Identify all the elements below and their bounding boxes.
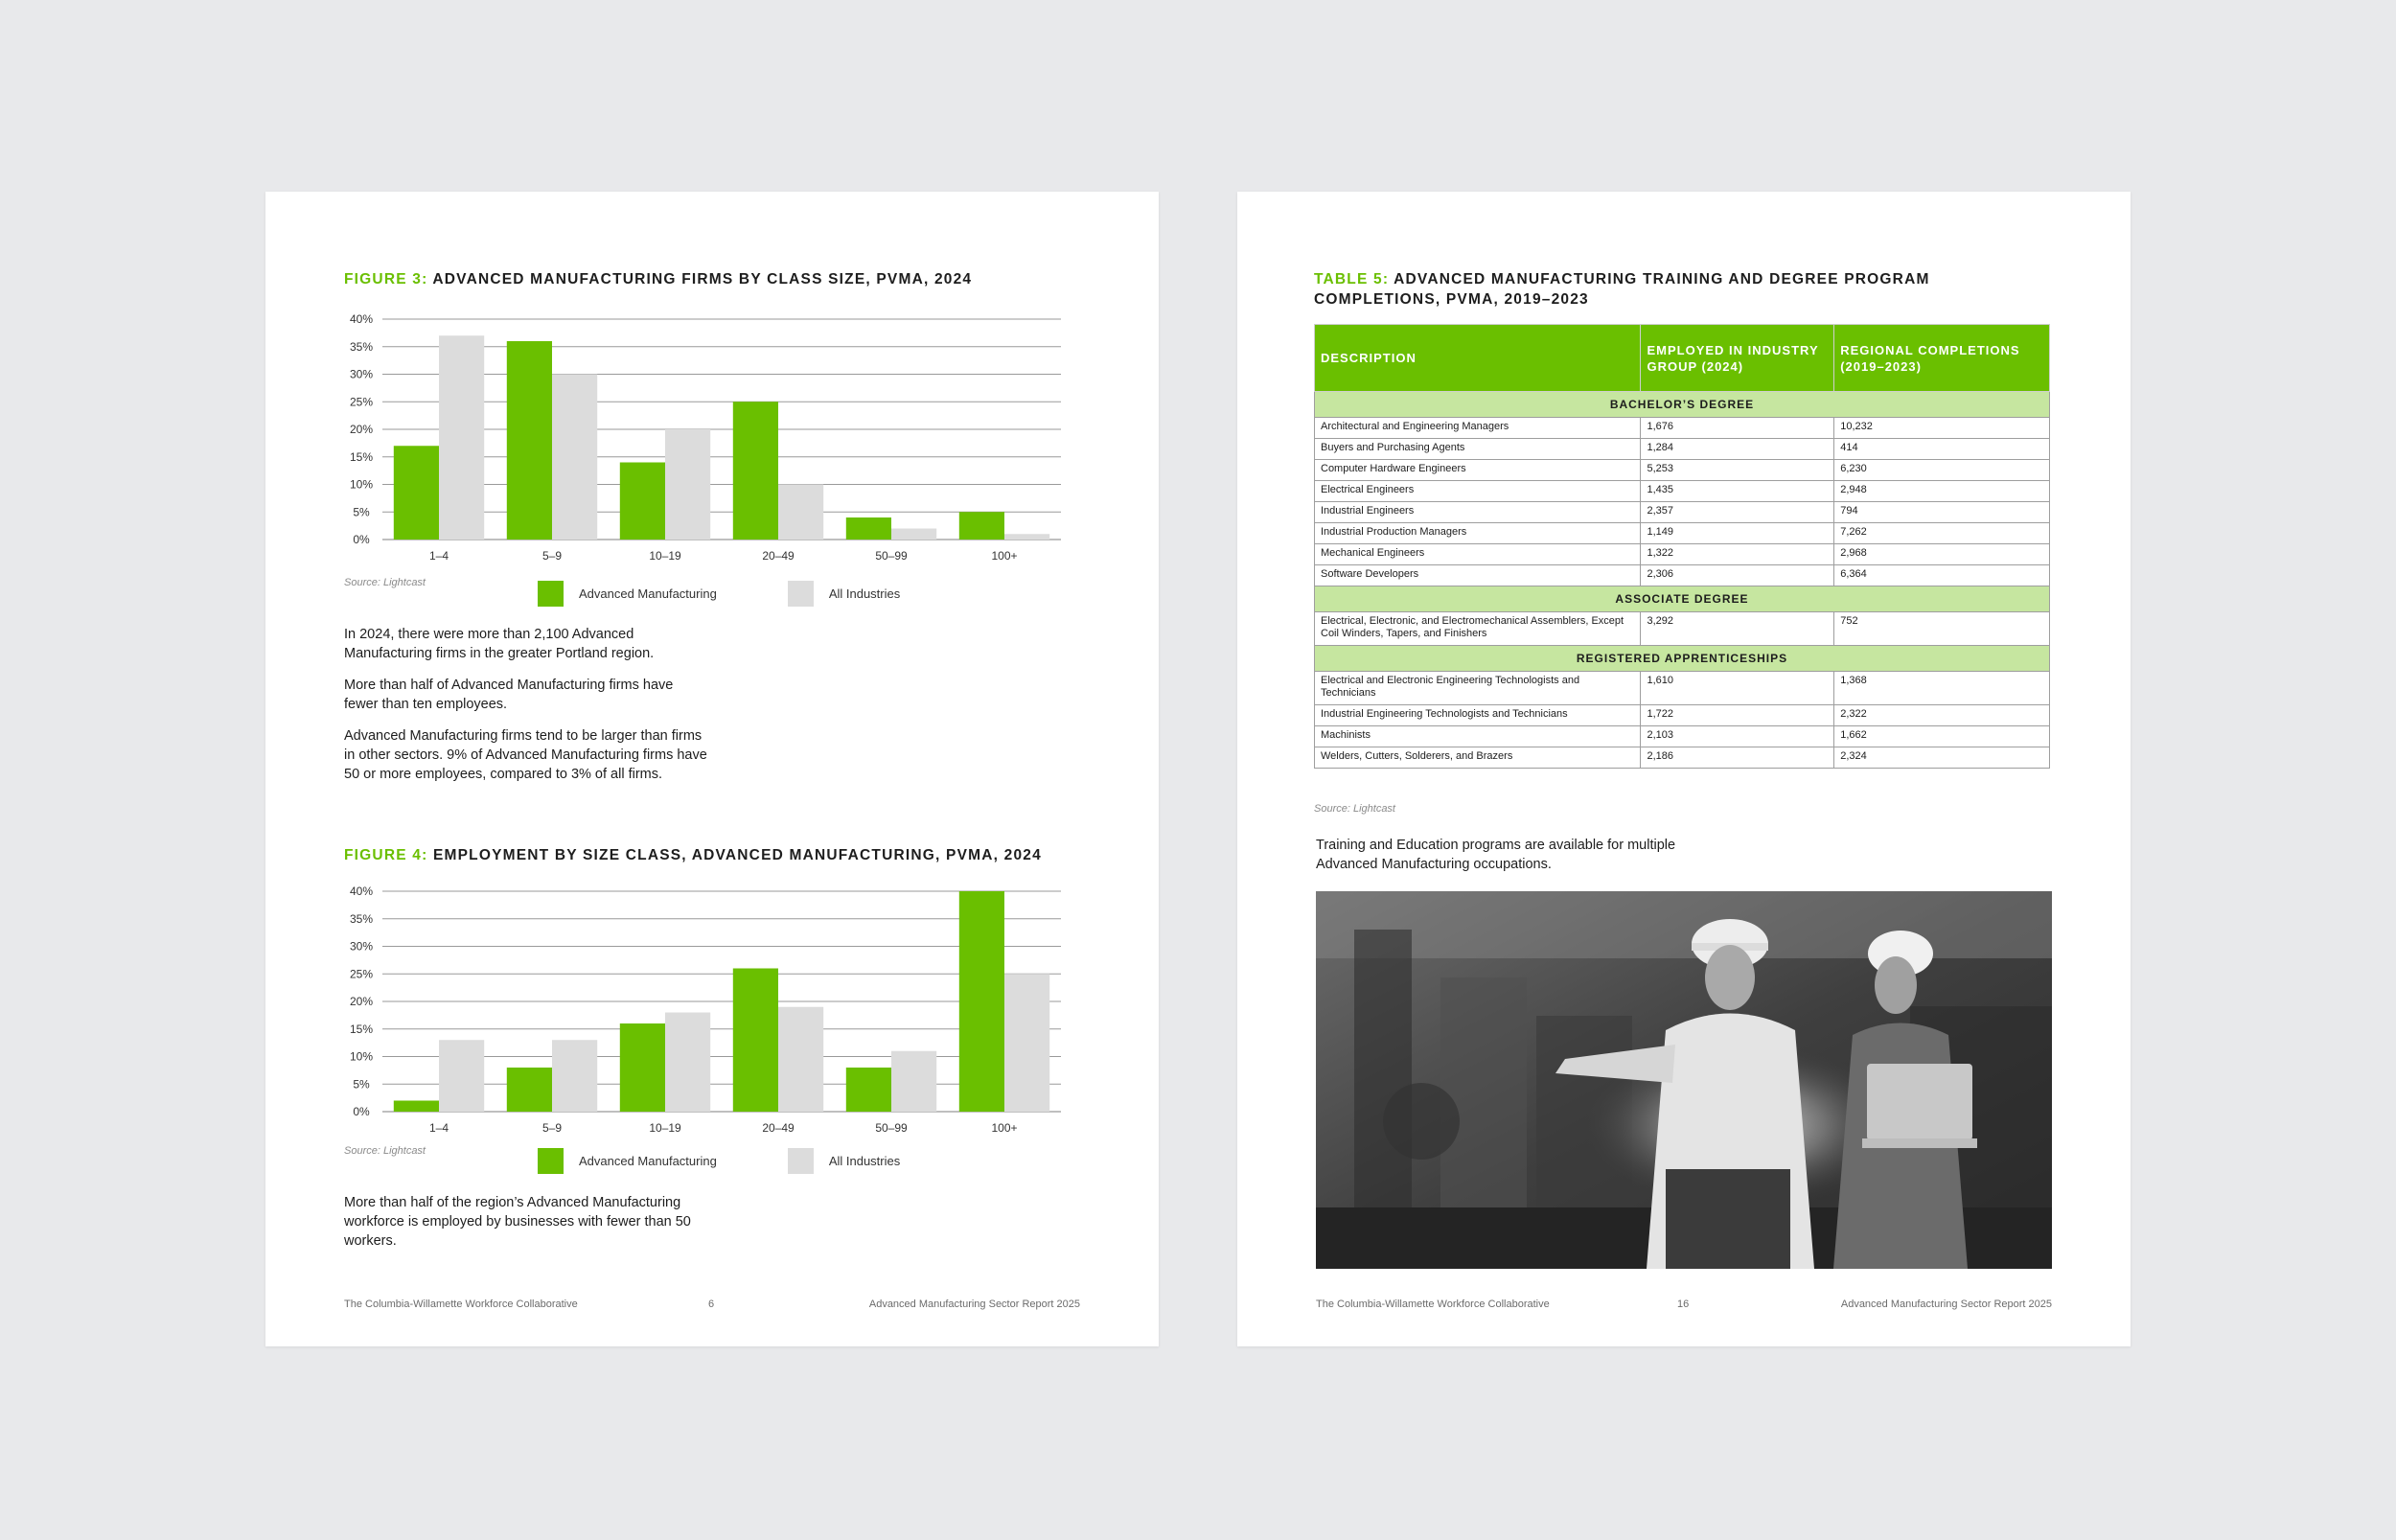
bar-advanced-manufacturing xyxy=(733,402,778,540)
legend-swatch-gray xyxy=(788,1148,814,1174)
y-tick-label: 35% xyxy=(349,911,374,926)
x-tick-label: 100+ xyxy=(991,549,1018,563)
table5-label: TABLE 5: xyxy=(1314,271,1390,287)
table5-title-line1: ADVANCED MANUFACTURING TRAINING AND DEGREE PROGRAM xyxy=(1394,271,1930,287)
y-tick-label: 30% xyxy=(349,367,374,381)
y-tick-label: 25% xyxy=(349,395,374,409)
table-row xyxy=(1315,705,2050,726)
cell-completions: 1,368 xyxy=(1834,672,2050,705)
cell-completions: 2,324 xyxy=(1834,747,2050,769)
cell-description: Architectural and Engineering Managers xyxy=(1315,418,1641,439)
column-header-employed: EMPLOYED IN INDUSTRY GROUP (2024) xyxy=(1641,325,1834,392)
figure3-legend xyxy=(538,581,971,607)
y-tick-label: 25% xyxy=(349,967,374,981)
x-tick-label: 50–99 xyxy=(875,1121,908,1135)
legend-label: Advanced Manufacturing xyxy=(579,1154,717,1168)
bar-advanced-manufacturing xyxy=(733,969,778,1113)
y-tick-label: 5% xyxy=(353,505,370,519)
figure4-title xyxy=(344,845,1042,865)
y-tick-label: 15% xyxy=(349,1022,374,1036)
y-tick-label: 35% xyxy=(349,339,374,354)
bar-advanced-manufacturing xyxy=(507,1068,552,1112)
x-tick-label: 1–4 xyxy=(428,549,449,563)
bar-advanced-manufacturing xyxy=(394,446,439,540)
y-tick-label: 30% xyxy=(349,939,374,954)
cell-completions: 2,948 xyxy=(1834,481,2050,502)
bar-advanced-manufacturing xyxy=(959,512,1004,540)
footer-report-title: Advanced Manufacturing Sector Report 2025 xyxy=(1840,1299,2052,1310)
x-tick-label: 20–49 xyxy=(762,549,795,563)
cell-employed: 1,610 xyxy=(1641,672,1834,705)
legend-label: Advanced Manufacturing xyxy=(579,586,717,601)
report-page-right xyxy=(1237,192,2131,1346)
table-row xyxy=(1315,502,2050,523)
table-header-row xyxy=(1315,325,2050,392)
section-registered-apprenticeships: REGISTERED APPRENTICESHIPS xyxy=(1315,646,2050,672)
bar-all-industries xyxy=(552,1040,597,1112)
section-row xyxy=(1315,646,2050,672)
cell-completions: 6,230 xyxy=(1834,460,2050,481)
bar-all-industries xyxy=(891,529,936,540)
y-tick-label: 40% xyxy=(349,885,374,898)
section-bachelors-degree: BACHELOR’S DEGREE xyxy=(1315,392,2050,418)
x-tick-label: 10–19 xyxy=(649,1121,681,1135)
cell-description: Software Developers xyxy=(1315,565,1641,586)
table-row xyxy=(1315,747,2050,769)
cell-description: Mechanical Engineers xyxy=(1315,544,1641,565)
figure3-bar-chart xyxy=(333,305,1061,611)
table-row xyxy=(1315,726,2050,747)
x-tick-label: 20–49 xyxy=(762,1121,795,1135)
cell-completions: 1,662 xyxy=(1834,726,2050,747)
cell-description: Electrical Engineers xyxy=(1315,481,1641,502)
footer-org: The Columbia-Willamette Workforce Collaborative xyxy=(1316,1299,1550,1310)
cell-employed: 5,253 xyxy=(1641,460,1834,481)
table-row xyxy=(1315,439,2050,460)
cell-completions: 6,364 xyxy=(1834,565,2050,586)
y-tick-label: 20% xyxy=(349,995,374,1008)
column-header-completions: REGIONAL COMPLETIONS (2019–2023) xyxy=(1834,325,2050,392)
footer-report-title: Advanced Manufacturing Sector Report 2025 xyxy=(868,1299,1080,1310)
y-tick-label: 10% xyxy=(349,477,374,492)
table-row xyxy=(1315,460,2050,481)
table-row xyxy=(1315,418,2050,439)
paragraph-small-firms: More than half of Advanced Manufacturing firms have fewer than ten employees. xyxy=(344,678,674,712)
x-tick-label: 5–9 xyxy=(541,1121,563,1135)
cell-completions: 752 xyxy=(1834,612,2050,646)
bar-all-industries xyxy=(778,485,823,540)
cell-description: Computer Hardware Engineers xyxy=(1315,460,1641,481)
legend-item-advanced-manufacturing xyxy=(538,581,717,607)
cell-completions: 7,262 xyxy=(1834,523,2050,544)
bar-all-industries xyxy=(891,1051,936,1112)
legend-item-advanced-manufacturing xyxy=(538,1148,717,1174)
table5-source: Source: Lightcast xyxy=(1314,803,1395,815)
figure4-title-text: EMPLOYMENT BY SIZE CLASS, ADVANCED MANUFACTURING, PVMA, 2024 xyxy=(432,847,1042,863)
y-tick-label: 0% xyxy=(353,1105,370,1118)
x-tick-label: 50–99 xyxy=(875,549,908,563)
bar-all-industries xyxy=(439,1040,484,1112)
cell-description: Industrial Engineering Technologists and Technicians xyxy=(1315,705,1641,726)
x-tick-label: 1–4 xyxy=(428,1121,449,1135)
footer-page-number: 6 xyxy=(708,1299,715,1310)
report-page-left xyxy=(265,192,1159,1346)
legend-item-all-industries xyxy=(788,581,900,607)
cell-employed: 1,322 xyxy=(1641,544,1834,565)
section-associate-degree: ASSOCIATE DEGREE xyxy=(1315,586,2050,612)
figure3-title-text: ADVANCED MANUFACTURING FIRMS BY CLASS SIZE, PVMA, 2024 xyxy=(432,271,973,287)
paragraph-firm-count: In 2024, there were more than 2,100 Advanced Manufacturing firms in the greater Portland region. xyxy=(344,627,655,661)
cell-completions: 414 xyxy=(1834,439,2050,460)
bar-all-industries xyxy=(1004,974,1049,1112)
cell-employed: 2,357 xyxy=(1641,502,1834,523)
bar-advanced-manufacturing xyxy=(846,517,891,540)
bar-advanced-manufacturing xyxy=(507,341,552,540)
cell-employed: 1,676 xyxy=(1641,418,1834,439)
cell-description: Machinists xyxy=(1315,726,1641,747)
table5-title-line2: COMPLETIONS, PVMA, 2019–2023 xyxy=(1314,291,1589,308)
table-row xyxy=(1315,565,2050,586)
bar-all-industries xyxy=(778,1007,823,1112)
figure4-bar-chart xyxy=(333,877,1061,1184)
cell-completions: 2,322 xyxy=(1834,705,2050,726)
cell-employed: 1,149 xyxy=(1641,523,1834,544)
legend-swatch-gray xyxy=(788,581,814,607)
y-tick-label: 5% xyxy=(353,1077,370,1092)
x-tick-label: 5–9 xyxy=(541,549,563,563)
bar-all-industries xyxy=(439,335,484,540)
cell-completions: 2,968 xyxy=(1834,544,2050,565)
bar-advanced-manufacturing xyxy=(620,1023,665,1112)
table-row xyxy=(1315,672,2050,705)
figure4-source: Source: Lightcast xyxy=(344,1145,426,1157)
cell-employed: 1,722 xyxy=(1641,705,1834,726)
legend-item-all-industries xyxy=(788,1148,900,1174)
column-header-description: DESCRIPTION xyxy=(1315,325,1641,392)
footer-page-number: 16 xyxy=(1677,1299,1690,1310)
figure4-legend xyxy=(538,1148,971,1174)
workers-photo xyxy=(1316,891,2052,1269)
bar-advanced-manufacturing xyxy=(846,1068,891,1112)
cell-employed: 2,306 xyxy=(1641,565,1834,586)
paragraph-workforce: More than half of the region’s Advanced Manufacturing workforce is employed by businesses with fewer than 50 workers. xyxy=(344,1195,691,1249)
table5-title xyxy=(1314,269,1930,310)
cell-description: Welders, Cutters, Solderers, and Brazers xyxy=(1315,747,1641,769)
legend-swatch-green xyxy=(538,1148,564,1174)
figure3-title xyxy=(344,269,972,289)
cell-employed: 1,435 xyxy=(1641,481,1834,502)
cell-employed: 2,186 xyxy=(1641,747,1834,769)
cell-description: Electrical and Electronic Engineering Technologists and Technicians xyxy=(1315,672,1641,705)
legend-label: All Industries xyxy=(828,586,901,601)
x-tick-label: 10–19 xyxy=(649,549,681,563)
figure3-label: FIGURE 3: xyxy=(344,271,428,287)
bar-advanced-manufacturing xyxy=(620,463,665,540)
paragraph-firm-size: Advanced Manufacturing firms tend to be larger than firms in other sectors. 9% of Advanced Manufacturing firms have 50 or more employees, compared to 3% of all firms. xyxy=(344,728,707,782)
cell-description: Industrial Production Managers xyxy=(1315,523,1641,544)
cell-employed: 1,284 xyxy=(1641,439,1834,460)
cell-completions: 10,232 xyxy=(1834,418,2050,439)
cell-description: Industrial Engineers xyxy=(1315,502,1641,523)
figure3-source: Source: Lightcast xyxy=(344,577,426,588)
table-row xyxy=(1315,544,2050,565)
factory-workers-image xyxy=(1316,891,2052,1269)
section-row xyxy=(1315,586,2050,612)
legend-label: All Industries xyxy=(828,1154,901,1168)
legend-swatch-green xyxy=(538,581,564,607)
paragraph-training: Training and Education programs are available for multiple Advanced Manufacturing occupations. xyxy=(1316,838,1676,872)
bar-advanced-manufacturing xyxy=(959,891,1004,1112)
table-row xyxy=(1315,481,2050,502)
bar-all-industries xyxy=(665,1013,710,1113)
y-tick-label: 0% xyxy=(353,533,370,546)
cell-employed: 3,292 xyxy=(1641,612,1834,646)
cell-completions: 794 xyxy=(1834,502,2050,523)
bar-all-industries xyxy=(552,375,597,540)
y-tick-label: 40% xyxy=(349,312,374,326)
figure4-label: FIGURE 4: xyxy=(344,847,428,863)
y-tick-label: 10% xyxy=(349,1049,374,1064)
x-tick-label: 100+ xyxy=(991,1121,1018,1135)
table-row xyxy=(1315,523,2050,544)
table-row xyxy=(1315,612,2050,646)
y-tick-label: 15% xyxy=(349,449,374,464)
y-tick-label: 20% xyxy=(349,423,374,436)
table5-completions xyxy=(1314,324,2050,769)
bar-all-industries xyxy=(665,429,710,540)
section-row xyxy=(1315,392,2050,418)
bar-advanced-manufacturing xyxy=(394,1101,439,1113)
bar-all-industries xyxy=(1004,534,1049,540)
cell-description: Buyers and Purchasing Agents xyxy=(1315,439,1641,460)
footer-org: The Columbia-Willamette Workforce Collaborative xyxy=(344,1299,578,1310)
cell-employed: 2,103 xyxy=(1641,726,1834,747)
cell-description: Electrical, Electronic, and Electromechanical Assemblers, Except Coil Winders, Tapers, and Finishers xyxy=(1315,612,1641,646)
